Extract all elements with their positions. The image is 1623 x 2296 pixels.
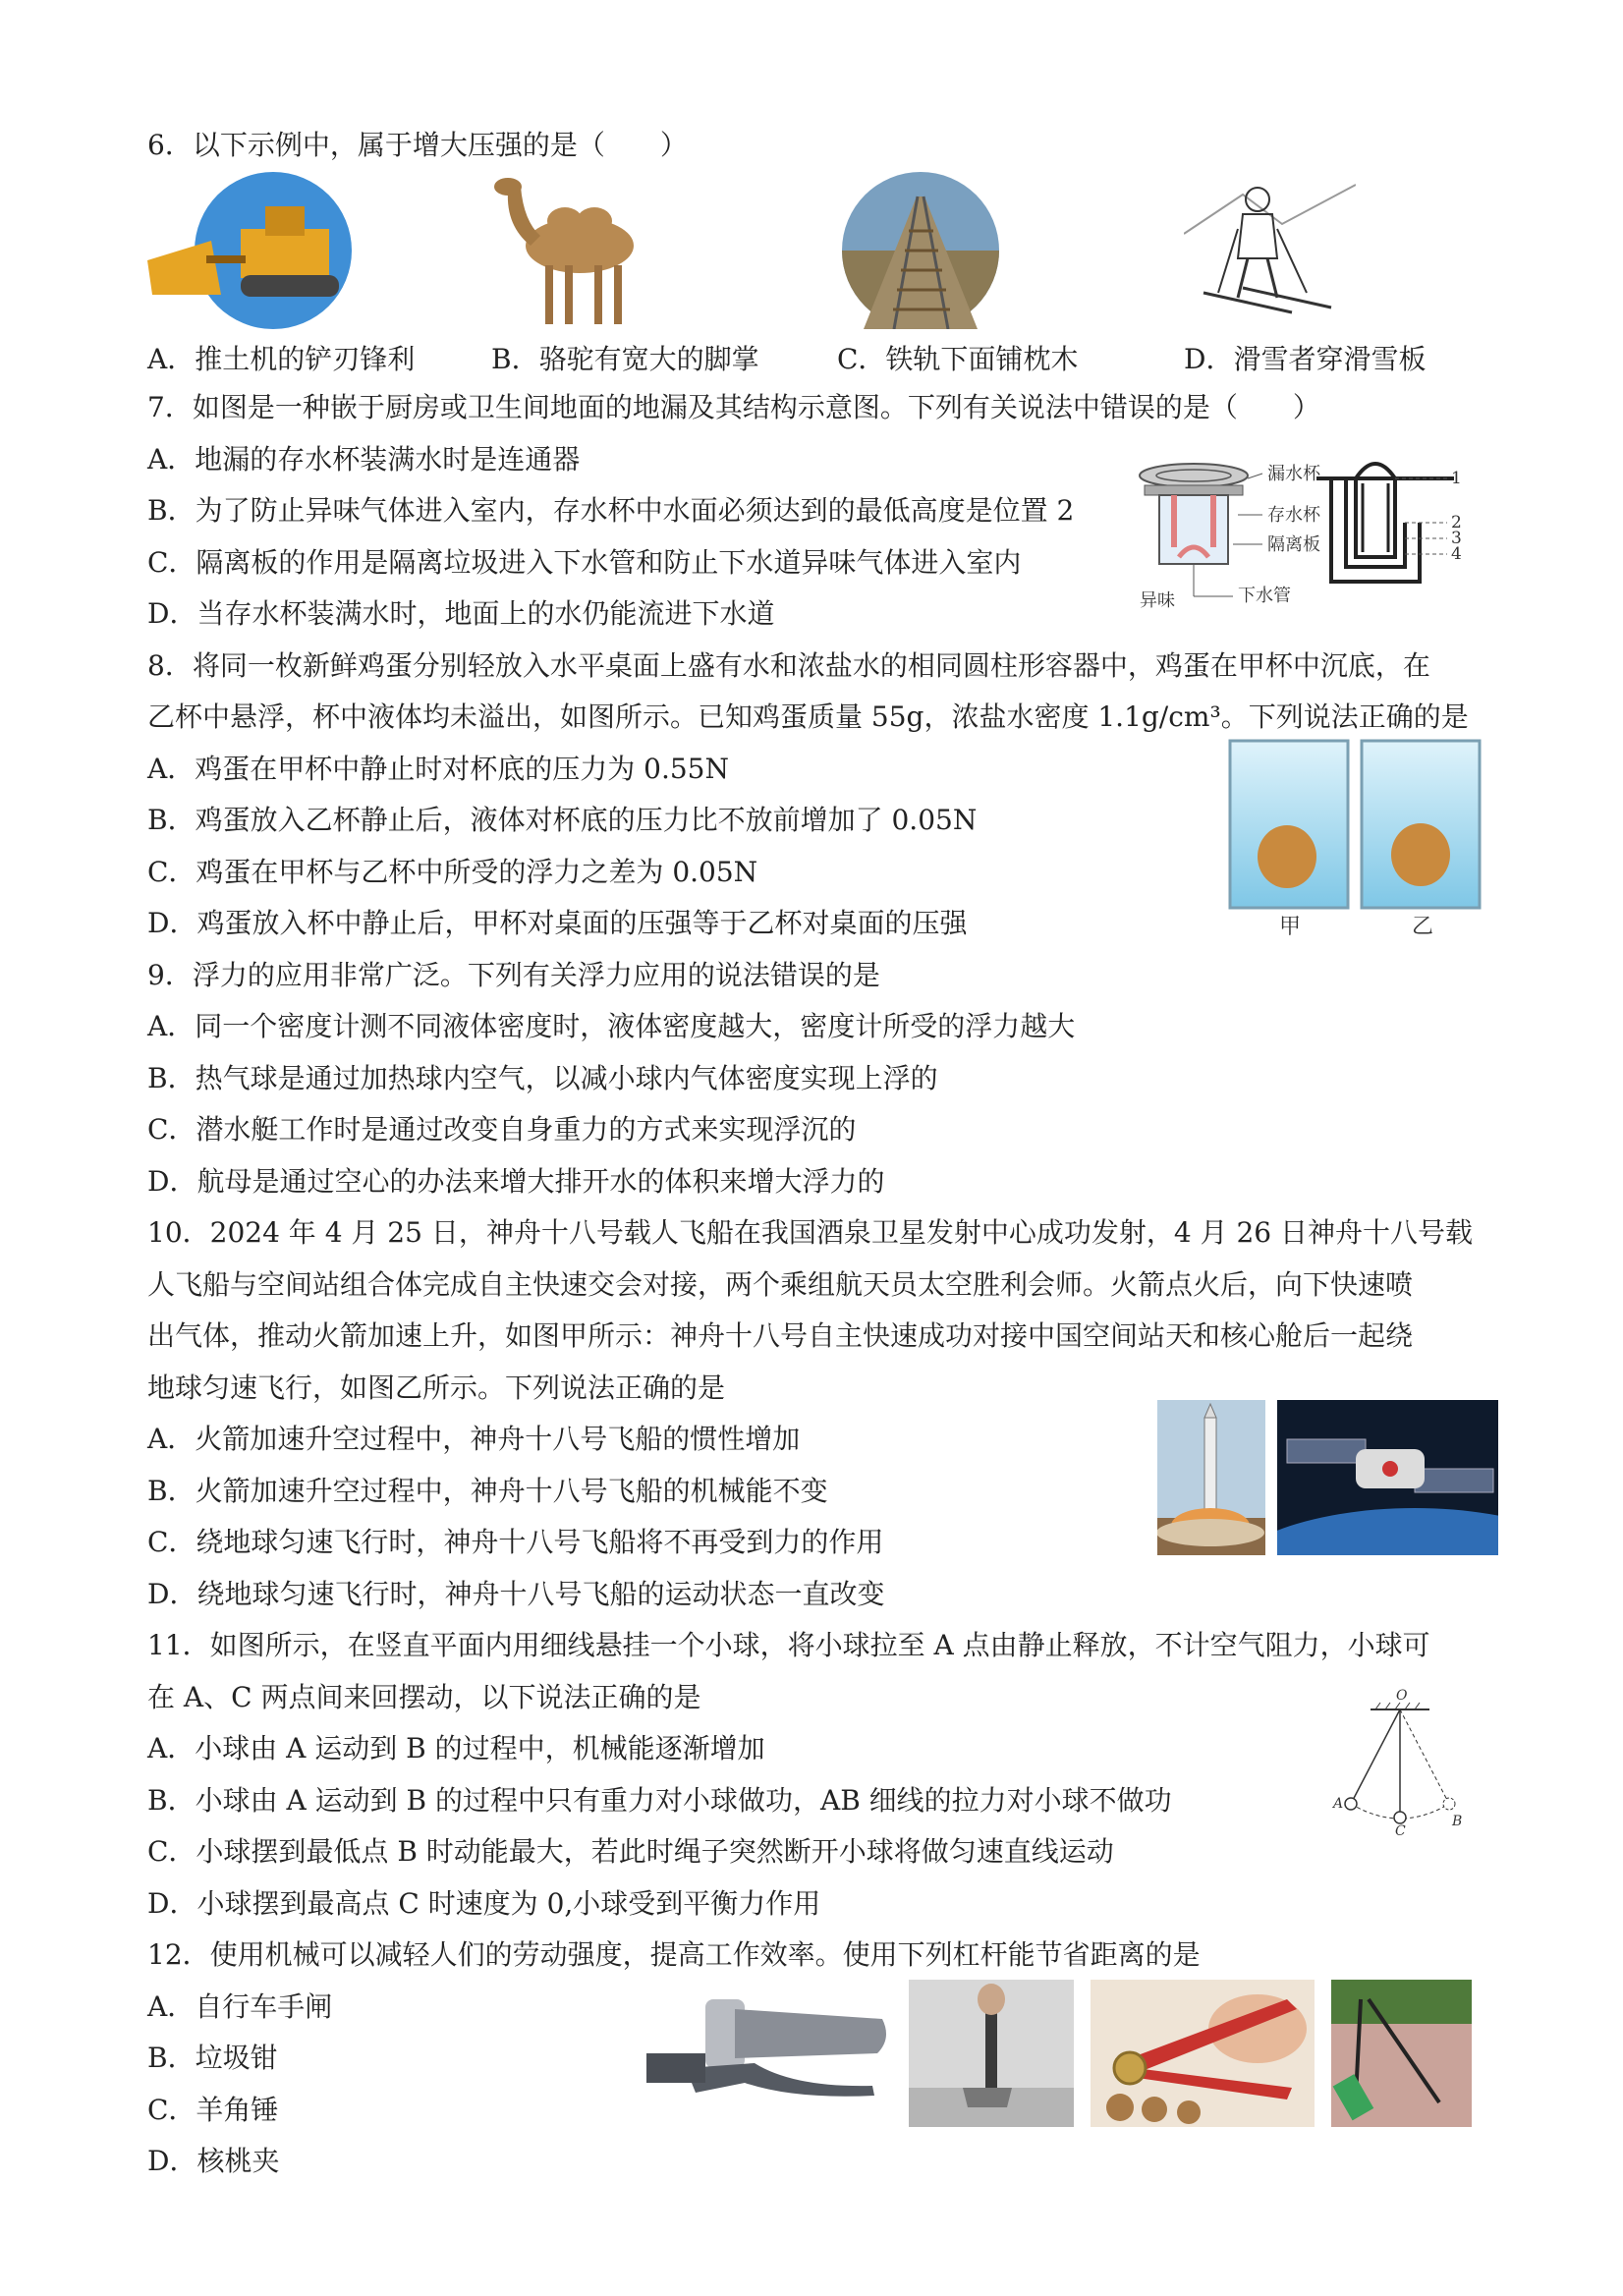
space-station-image [1277, 1400, 1498, 1555]
q6-option-c: C．铁轨下面铺枕木 [837, 343, 1079, 375]
label-o: O [1396, 1688, 1408, 1704]
q8-option-a: A．鸡蛋在甲杯中静止时对杯底的压力为 0.55N [147, 753, 729, 785]
q10-stem-line-4: 地球匀速飞行，如图乙所示。下列说法正确的是 [147, 1372, 726, 1404]
q9-option-a: A．同一个密度计测不同液体密度时，液体密度越大，密度计所受的浮力越大 [147, 1010, 1076, 1042]
q10-option-a: A．火箭加速升空过程中，神舟十八号飞船的惯性增加 [147, 1423, 801, 1455]
label-position-4: 4 [1451, 544, 1462, 564]
q11-option-c: C．小球摆到最低点 B 时动能最大，若此时绳子突然断开小球将做匀速直线运动 [147, 1835, 1114, 1868]
label-cun-shui-bei: 存水杯 [1267, 505, 1320, 526]
label-yi-wei: 异味 [1140, 590, 1175, 611]
camel-image [486, 167, 653, 329]
q8-option-b: B．鸡蛋放入乙杯静止后，液体对杯底的压力比不放前增加了 0.05N [147, 804, 978, 836]
q12-stem: 12．使用机械可以减轻人们的劳动强度，提高工作效率。使用下列杠杆能节省距离的是 [147, 1938, 1201, 1971]
label-b: B [1452, 1814, 1463, 1829]
q11-option-d: D．小球摆到最高点 C 时速度为 0,小球受到平衡力作用 [147, 1887, 821, 1920]
label-position-3: 3 [1451, 529, 1462, 548]
egg-cups-image [1228, 739, 1483, 940]
q9-option-b: B．热气球是通过加热球内空气，以减小球内气体密度实现上浮的 [147, 1062, 938, 1094]
q6-option-b: B．骆驼有宽大的脚掌 [491, 343, 759, 375]
q8-option-d: D．鸡蛋放入杯中静止后，甲杯对桌面的压强等于乙杯对桌面的压强 [147, 907, 968, 939]
label-position-2: 2 [1451, 513, 1462, 532]
q10-stem-line-2: 人飞船与空间站组合体完成自主快速交会对接，两个乘组航天员太空胜利会师。火箭点火后，向下快速喷 [147, 1268, 1414, 1301]
q11-option-a: A．小球由 A 运动到 B 的过程中，机械能逐渐增加 [147, 1732, 765, 1764]
q12-option-b: B．垃圾钳 [147, 2042, 278, 2074]
railway-image [840, 172, 1002, 329]
label-jia: 甲 [1279, 915, 1302, 939]
q8-stem-line-1: 8．将同一枚新鲜鸡蛋分别轻放入水平桌面上盛有水和浓盐水的相同圆柱形容器中，鸡蛋在甲杯中沉底，在 [147, 649, 1430, 682]
q6-option-d: D．滑雪者穿滑雪板 [1184, 343, 1427, 375]
nutcracker-image [1091, 1980, 1315, 2127]
q10-stem-line-1: 10．2024 年 4 月 25 日，神舟十八号载人飞船在我国酒泉卫星发射中心成功发射，4 月 26 日神舟十八号载 [147, 1216, 1473, 1249]
skier-image [1184, 175, 1356, 322]
q12-option-d: D．核桃夹 [147, 2145, 280, 2177]
q12-option-c: C．羊角锤 [147, 2094, 279, 2126]
q9-option-c: C．潜水艇工作时是通过改变自身重力的方式来实现浮沉的 [147, 1113, 857, 1146]
bulldozer-image [147, 172, 373, 329]
q7-stem: 7．如图是一种嵌于厨房或卫生间地面的地漏及其结构示意图。下列有关说法中错误的是（ ） [147, 391, 1320, 423]
floor-drain-diagram [1135, 454, 1474, 611]
q7-option-b: B．为了防止异味气体进入室内，存水杯中水面必须达到的最低高度是位置 2 [147, 494, 1075, 527]
q8-stem-line-2: 乙杯中悬浮，杯中液体均未溢出，如图所示。已知鸡蛋质量 55g，浓盐水密度 1.1g/cm³。下列说法正确的是 [147, 700, 1469, 733]
label-ge-li-ban: 隔离板 [1267, 534, 1320, 555]
pendulum-diagram [1321, 1688, 1479, 1835]
label-c-lowest: C [1395, 1823, 1406, 1835]
trash-picker-image [1331, 1980, 1472, 2127]
q10-option-d: D．绕地球匀速飞行时，神舟十八号飞船的运动状态一直改变 [147, 1578, 885, 1610]
label-yi: 乙 [1412, 915, 1434, 939]
q11-stem-line-1: 11．如图所示，在竖直平面内用细线悬挂一个小球，将小球拉至 A 点由静止释放，不计空气阻力，小球可 [147, 1629, 1430, 1661]
q7-option-c: C．隔离板的作用是隔离垃圾进入下水管和防止下水道异味气体进入室内 [147, 546, 1022, 579]
rocket-launch-image [1157, 1400, 1265, 1555]
label-position-1: 1 [1451, 469, 1462, 488]
bike-brake-image [627, 1980, 892, 2127]
q9-stem: 9．浮力的应用非常广泛。下列有关浮力应用的说法错误的是 [147, 959, 880, 991]
q12-option-a: A．自行车手闸 [147, 1990, 333, 2023]
q8-option-c: C．鸡蛋在甲杯与乙杯中所受的浮力之差为 0.05N [147, 856, 758, 888]
label-xia-shui-guan: 下水管 [1238, 586, 1291, 606]
label-lou-shui-bei: 漏水杯 [1267, 464, 1320, 484]
q11-stem-line-2: 在 A、C 两点间来回摆动，以下说法正确的是 [147, 1681, 701, 1713]
claw-hammer-image [909, 1980, 1074, 2127]
q7-option-a: A．地漏的存水杯装满水时是连通器 [147, 443, 581, 476]
label-a: A [1333, 1796, 1344, 1812]
q11-option-b: B．小球由 A 运动到 B 的过程中只有重力对小球做功，AB 细线的拉力对小球不做功 [147, 1784, 1172, 1817]
q7-option-d: D．当存水杯装满水时，地面上的水仍能流进下水道 [147, 597, 775, 630]
q9-option-d: D．航母是通过空心的办法来增大排开水的体积来增大浮力的 [147, 1165, 885, 1198]
q10-stem-line-3: 出气体，推动火箭加速上升，如图甲所示：神舟十八号自主快速成功对接中国空间站天和核心舱后一起绕 [147, 1319, 1414, 1352]
q6-stem: 6．以下示例中，属于增大压强的是（ ） [147, 129, 688, 161]
q10-option-c: C．绕地球匀速飞行时，神舟十八号飞船将不再受到力的作用 [147, 1526, 884, 1558]
q10-option-b: B．火箭加速升空过程中，神舟十八号飞船的机械能不变 [147, 1475, 828, 1507]
q6-option-a: A．推土机的铲刃锋利 [147, 343, 416, 375]
